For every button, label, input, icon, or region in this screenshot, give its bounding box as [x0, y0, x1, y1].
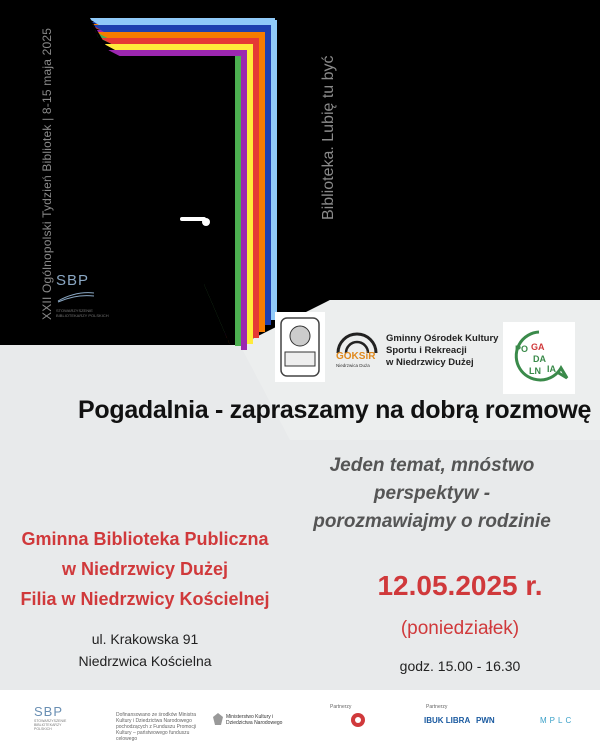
partner-label-2: Partnerzy [426, 704, 448, 710]
sbp-waves-icon [56, 289, 96, 303]
goksir-logo [334, 327, 380, 373]
ministry-logo-text: Ministerstwo Kultury i Dziedzictwa Narodowego [226, 714, 283, 726]
library-address: ul. Krakowska 91 Niedrzwica Kościelna [78, 631, 212, 669]
sbp-logo [56, 272, 116, 318]
pwn-logo: PWN [476, 716, 495, 725]
event-title-vertical: XXII Ogólnopolski Tydzień Bibliotek | 8-15 maja 2025 [40, 27, 54, 320]
funding-note: Dofinansowano ze środków Ministra Kultury i Dziedzictwa Narodowego pochodzących z Funduszu Promocji Kultury – państwowego funduszu celowego [116, 712, 197, 742]
goksir-badge: GOKSiR [336, 351, 376, 362]
event-headline: Pogadalnia - zapraszamy na dobrą rozmowę [78, 396, 592, 424]
library-crest-logo [275, 312, 325, 382]
slogan-vertical: Biblioteka. Lubię tu być [320, 55, 337, 220]
event-time: godz. 15.00 - 16.30 [399, 658, 521, 674]
event-weekday: (poniedziałek) [400, 618, 520, 639]
mplc-logo: MPLC [540, 716, 575, 725]
goksir-name: Gminny Ośrodek Kultury Sportu i Rekreacji w Niedrzwicy Dużej [386, 333, 499, 368]
sponsor-footer [0, 690, 600, 750]
partner-red-logo-icon [350, 712, 366, 733]
sbp-logo-title: SBP [56, 272, 90, 289]
event-date: 12.05.2025 r. [377, 570, 543, 601]
library-name: Gminna Biblioteka Publiczna w Niedrzwicy Dużej Filia w Niedrzwicy Kościelnej [20, 529, 270, 609]
footer-sbp-logo: SBP STOWARZYSZENIE BIBLIOTEKARZY POLSKICH [34, 704, 67, 731]
eagle-emblem-icon [212, 712, 224, 731]
pogadalnia-logo: PO GA DA LN IA [503, 322, 575, 394]
partner-label-1: Partnerzy [330, 704, 352, 710]
ibuk-libra-logo: IBUK LIBRA [424, 716, 471, 725]
event-topic: Jeden temat, mnóstwo perspektyw - porozmawiajmy o rodzinie [313, 455, 551, 532]
goksir-badge-sub: Niedrzwica Duża [336, 363, 370, 368]
sbp-logo-subtitle: STOWARZYSZENIE BIBLIOTEKARZY POLSKICH [56, 308, 109, 318]
